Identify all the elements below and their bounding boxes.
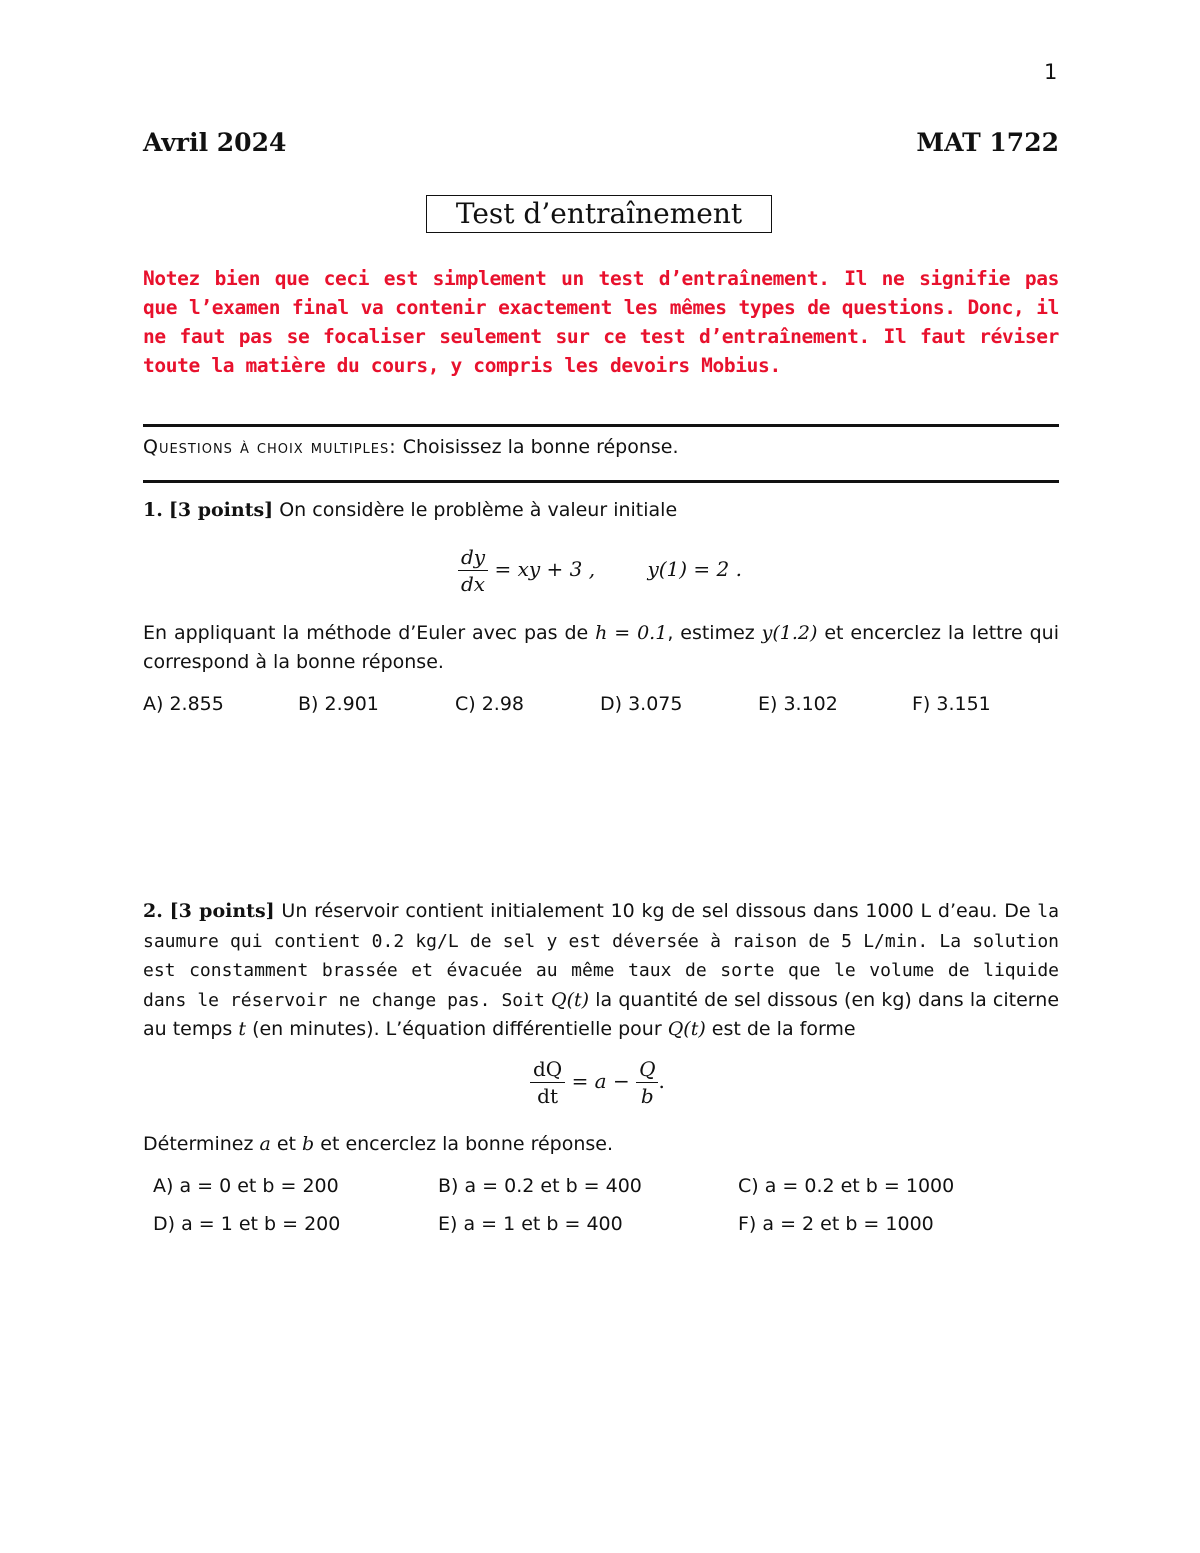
section-rule-top [143,424,1059,427]
choice-e[interactable]: E) 3.102 [758,693,838,715]
question-1-body [143,619,1059,676]
course-code: MAT 1722 [916,128,1059,157]
function-q: Q(t) [551,988,590,1011]
question-2-instruction [143,1130,1059,1159]
ratio-fraction [636,1056,658,1109]
step-size: h = 0.1 [595,622,668,644]
question-2-after-c: et encerclez la bonne réponse. [320,1133,614,1155]
question-2-text-a: Un réservoir contient initialement 10 kg de sel dissous dans 1000 L d’eau. De [281,900,1031,922]
question-1-number: 1. [143,499,163,521]
question-1 [143,496,1059,525]
question-2-points: [3 points] [169,900,275,922]
choice-b[interactable]: B) a = 0.2 et b = 400 [438,1175,642,1197]
question-2-text-b: la saumure qui contient 0.2 kg/L de sel y est déversée à raison de 5 L/min. La solution est constamment brassée et évacuée au même taux de sorte que le volume de liquide dans le réservoir ne change pas. Soit [143,901,1059,1011]
question-2 [143,897,1059,1044]
equation-middle: = a − [571,1069,630,1093]
choice-c[interactable]: C) 2.98 [455,693,525,715]
question-2-after-b: et [276,1133,296,1155]
warning-notice: Notez bien que ceci est simplement un test d’entraînement. Il ne signifie pas que l’examen final va contenir exactement les mêmes types de questions. Donc, il ne faut pas se focaliser seulement sur ce test d’entraînement. Il faut réviser toute la matière du cours, y compris les devoirs Mobius. [143,267,1059,377]
choice-a[interactable]: A) a = 0 et b = 200 [153,1175,339,1197]
section-label: Questions à choix multiples: [143,436,397,458]
derivative-fraction [458,544,488,597]
choice-f[interactable]: F) a = 2 et b = 1000 [738,1213,934,1235]
choice-a[interactable]: A) 2.855 [143,693,224,715]
question-1-text-c: et encerclez la lettre qui correspond à la bonne réponse. [143,622,1059,673]
function-q-2: Q(t) [667,1018,706,1041]
ratio-denominator: b [640,1084,654,1108]
question-2-equation [530,1056,665,1109]
header [143,128,1059,164]
choice-e[interactable]: E) a = 1 et b = 400 [438,1213,623,1235]
fraction-numerator: dQ [530,1056,565,1083]
param-b: b [302,1133,315,1155]
derivative-fraction [530,1056,565,1109]
question-2-text-e: est de la forme [711,1018,856,1041]
question-2-text-c: la quantité de sel dissous (en kg) dans la citerne au temps [143,988,1060,1041]
page-title: Test d’entraînement [426,195,772,233]
question-1-equation [458,544,742,597]
choice-f[interactable]: F) 3.151 [912,693,991,715]
section-instruction: Choisissez la bonne réponse. [402,436,679,458]
fraction-denominator: dx [461,572,486,596]
section-heading [143,436,679,458]
section-rule-bottom [143,480,1059,483]
choice-b[interactable]: B) 2.901 [298,693,379,715]
question-1-intro: On considère le problème à valeur initiale [279,499,678,521]
choice-d[interactable]: D) a = 1 et b = 200 [153,1213,341,1235]
question-1-text-a: En appliquant la méthode d’Euler avec pas de [143,622,589,644]
question-2-number: 2. [143,900,163,922]
choice-c[interactable]: C) a = 0.2 et b = 1000 [738,1175,955,1197]
equation-end: . [658,1069,665,1093]
page-number: 1 [1044,60,1058,84]
ratio-numerator: Q [636,1056,658,1083]
question-2-text-d: (en minutes). L’équation différentielle pour [252,1018,662,1041]
question-1-points: [3 points] [168,499,274,521]
exam-date: Avril 2024 [143,128,287,157]
param-a: a [259,1133,271,1155]
question-1-text-b: , estimez [667,622,755,644]
initial-condition: y(1) = 2 . [647,557,742,581]
equation-rhs: = xy + 3 , [494,557,596,581]
fraction-numerator: dy [458,544,488,571]
variable-t: t [238,1018,247,1041]
question-2-after-a: Déterminez [143,1133,254,1155]
target-value: y(1.2) [761,622,818,644]
fraction-denominator: dt [537,1084,559,1108]
choice-d[interactable]: D) 3.075 [600,693,683,715]
